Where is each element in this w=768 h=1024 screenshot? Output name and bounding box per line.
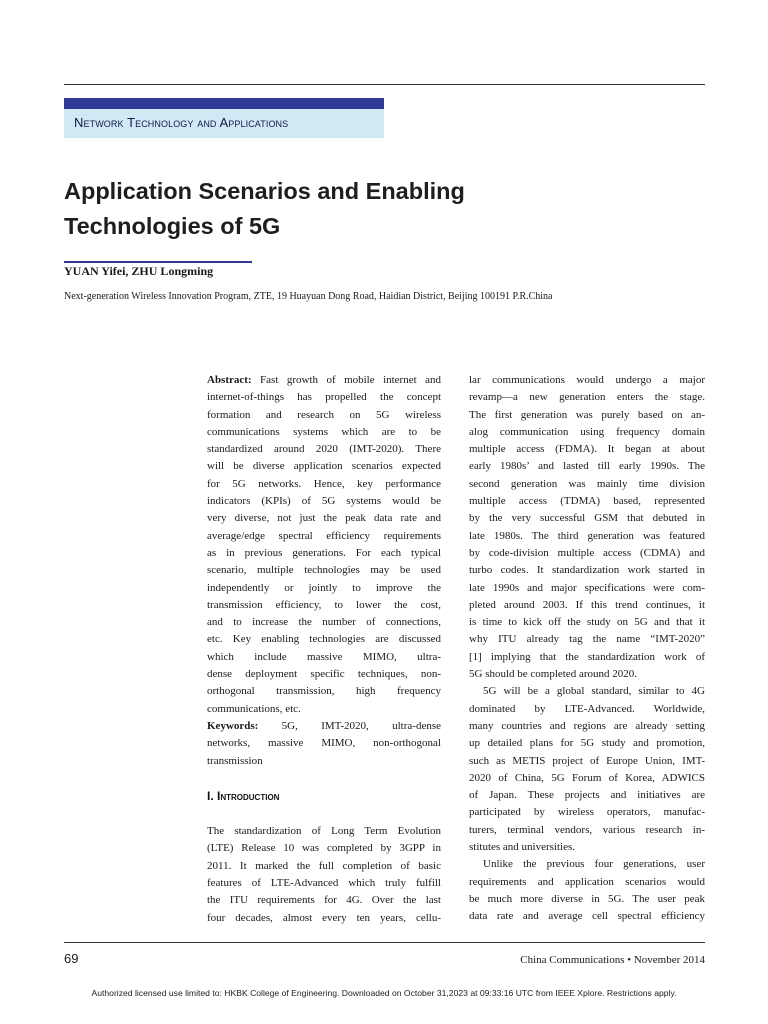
paragraph-1-line: why ITU already tag the name “IMT-2020”	[469, 633, 705, 646]
paragraph-1-line: by the very successful GSM that debuted in	[469, 512, 705, 525]
header-rule	[64, 84, 705, 85]
paragraph-2-line: participated by wireless operators, manufac-	[469, 806, 705, 819]
paragraph-2-first: 5G will be a global standard, similar to 4G	[483, 685, 705, 698]
right-column	[469, 372, 705, 926]
paragraph-1	[469, 372, 705, 666]
introduction-line: features of LTE-Advanced which truly fulfill	[207, 877, 441, 890]
paragraph-2-last: stitutes and universities.	[469, 841, 576, 854]
paragraph-1-line: pleted around 2003. If this trend continues, it	[469, 598, 705, 611]
paragraph-1-line: is time to kick off the study on 5G and that it	[469, 616, 705, 629]
abstract-line: which include massive MIMO, ultra-	[207, 650, 441, 663]
page-number: 69	[64, 951, 79, 966]
journal-info: China Communications • November 2014	[520, 954, 705, 966]
keywords-line-3: transmission	[207, 754, 263, 767]
abstract-line: orthogonal transmission, high frequency	[207, 685, 441, 698]
paragraph-1-line: multiple access (TDMA) based, represented	[469, 495, 705, 508]
paragraph-1-last: 5G should be completed around 2020.	[469, 668, 638, 681]
abstract-line: scenario, multiple technologies may be used	[207, 564, 441, 577]
paragraph-1-line: [1] implying that the standardization work of	[469, 650, 705, 663]
abstract-line: transmission efficiency, to lower the cost,	[207, 598, 441, 611]
paragraph-2-line: up detailed plans for 5G study and promotion,	[469, 737, 705, 750]
abstract-line: independently or jointly to improve the	[207, 581, 441, 594]
paragraph-2-line: of Japan. These projects and initiatives are	[469, 789, 705, 802]
paragraph-3-line: requirements and application scenarios would	[469, 875, 705, 888]
introduction-line: the ITU requirements for 4G. Over the last	[207, 894, 441, 907]
keywords-line-2: networks, massive MIMO, non-orthogonal	[207, 737, 441, 750]
keywords-label: Keywords:	[207, 719, 259, 732]
paragraph-3-first: Unlike the previous four generations, user	[483, 858, 705, 871]
section-heading-introduction: I. Introduction	[207, 788, 280, 803]
abstract-line: formation and research on 5G wireless	[207, 408, 441, 421]
abstract-line: average/edge spectral efficiency requirements	[207, 529, 441, 542]
title-line-1: Application Scenarios and Enabling	[64, 178, 465, 204]
introduction-line: four decades, almost every ten years, cellu-	[207, 911, 441, 924]
paragraph-1-line: second generation was mainly time division	[469, 477, 705, 490]
introduction-line: 2011. It marked the full completion of basic	[207, 859, 441, 872]
abstract-line: internet-of-things has propelled the concept	[207, 391, 441, 404]
paragraph-1-line: late 1990s and major specifications were com-	[469, 581, 705, 594]
abstract-first-text: Fast growth of mobile internet and	[251, 374, 441, 386]
abstract-line: and to increase the number of connections,	[207, 616, 441, 629]
paragraph-1-line: late 1980s. The third generation was featured	[469, 529, 705, 542]
abstract-line: standardized around 2020 (IMT-2020). There	[207, 443, 441, 456]
paragraph-1-line: lar communications would undergo a major	[469, 374, 705, 386]
paragraph-2-line: turers, terminal vendors, various research in-	[469, 823, 705, 836]
paragraph-3-line: be much more diverse in 5G. The user peak	[469, 892, 705, 905]
abstract-line: indicators (KPIs) of 5G systems would be	[207, 495, 441, 508]
section-band-top	[64, 98, 384, 109]
title-line-2: Technologies of 5G	[64, 213, 281, 239]
paragraph-2-line: many countries and regions are already setting	[469, 719, 705, 732]
abstract-line: etc. Key enabling technologies are discussed	[207, 633, 441, 646]
section-label: Network Technology and Applications	[74, 115, 289, 130]
paragraph-1-line: early 1980s’ and lasted till early 1990s. The	[469, 460, 705, 473]
abstract-label: Abstract:	[207, 374, 252, 386]
introduction-body	[207, 823, 441, 927]
footer-rule	[64, 942, 705, 943]
author-rule	[64, 261, 252, 263]
paragraph-1-line: turbo codes. It standardization work started in	[469, 564, 705, 577]
paragraph-2-line: such as METIS project of Europe Union, IMT-	[469, 754, 705, 767]
paragraph-1-line: The first generation was purely based on an-	[469, 408, 705, 421]
abstract-line: will be diverse application scenarios expected	[207, 460, 441, 473]
introduction-line: The standardization of Long Term Evolution	[207, 825, 441, 838]
abstract-body	[207, 389, 441, 700]
introduction-line: (LTE) Release 10 was completed by 3GPP in	[207, 842, 441, 855]
paragraph-1-line: revamp—a new generation enters the stage.	[469, 391, 705, 404]
paragraph-1-line: multiple access (FDMA). It began at about	[469, 443, 705, 456]
paragraph-3	[469, 874, 705, 926]
keywords-text: 5G, IMT-2020, ultra-dense	[258, 719, 441, 732]
keywords-line	[207, 718, 441, 735]
article-title	[64, 174, 664, 244]
paragraph-1-line: alog communication using frequency domain	[469, 425, 705, 438]
paragraph-2-line: dominated by LTE-Advanced. Worldwide,	[469, 702, 705, 715]
left-column	[207, 372, 441, 927]
abstract-line: very diverse, not just the peak data rate and	[207, 512, 441, 525]
abstract-line: communications systems which are to be	[207, 425, 441, 438]
paragraph-3-line: data rate and average cell spectral efficiency	[469, 910, 705, 923]
paragraph-2	[469, 701, 705, 839]
license-notice: Authorized licensed use limited to: HKBK College of Engineering. Downloaded on October 31,2023 at 09:33:16 UTC from IEEE Xplore. Restrictions apply.	[91, 988, 677, 998]
abstract-first-line	[207, 372, 441, 389]
abstract-line: for 5G networks. Hence, key performance	[207, 477, 441, 490]
abstract-line: as in previous generations. For each typical	[207, 546, 441, 559]
paragraph-1-line: by code-division multiple access (CDMA) and	[469, 546, 705, 559]
abstract-last-line: communications, etc.	[207, 702, 301, 715]
authors: YUAN Yifei, ZHU Longming	[64, 264, 214, 278]
affiliation: Next-generation Wireless Innovation Program, ZTE, 19 Huayuan Dong Road, Haidian District, Beijing 100191 P.R.China	[64, 291, 553, 302]
paragraph-2-line: 2020 of China, 5G Forum of Korea, ADWICS	[469, 771, 705, 784]
abstract-line: dense deployment specific techniques, non-	[207, 668, 441, 681]
